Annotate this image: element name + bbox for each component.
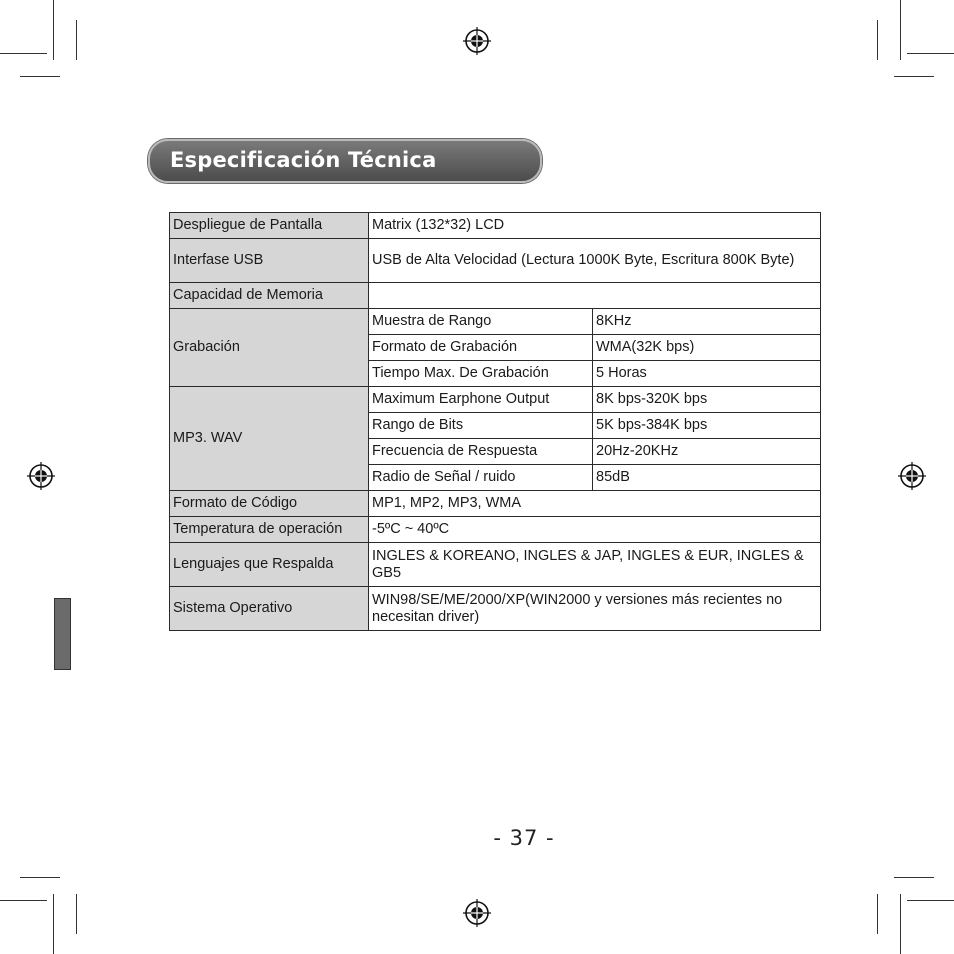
registration-mark-icon [463, 27, 491, 55]
sub-value: 8KHz [593, 309, 821, 335]
crop-mark [894, 76, 934, 77]
table-row [170, 543, 821, 587]
crop-mark [900, 894, 901, 954]
section-side-tab [54, 598, 71, 670]
crop-mark [907, 900, 954, 901]
sub-value: 20Hz-20KHz [593, 439, 821, 465]
crop-mark [877, 20, 878, 60]
page-number: - 37 - [493, 826, 555, 850]
row-value: Matrix (132*32) LCD [369, 213, 821, 239]
row-value: INGLES & KOREANO, INGLES & JAP, INGLES & EUR, INGLES & GB5 [369, 543, 821, 587]
row-label: Formato de Código [170, 491, 369, 517]
sub-label: Rango de Bits [369, 413, 593, 439]
row-label: Sistema Operativo [170, 587, 369, 631]
row-value: -5ºC ~ 40ºC [369, 517, 821, 543]
sub-label: Tiempo Max. De Grabación [369, 361, 593, 387]
row-label: Despliegue de Pantalla [170, 213, 369, 239]
row-value: USB de Alta Velocidad (Lectura 1000K Byte, Escritura 800K Byte) [369, 239, 821, 283]
row-label: Lenguajes que Respalda [170, 543, 369, 587]
registration-mark-icon [27, 462, 55, 490]
crop-mark [900, 0, 901, 60]
table-row [170, 517, 821, 543]
registration-mark-icon [463, 899, 491, 927]
table-row [170, 213, 821, 239]
section-title-banner [148, 139, 542, 183]
table-row [170, 309, 821, 335]
crop-mark [76, 20, 77, 60]
sub-label: Formato de Grabación [369, 335, 593, 361]
spec-table [169, 212, 821, 631]
crop-mark [76, 894, 77, 934]
row-label: MP3. WAV [170, 387, 369, 491]
row-label: Temperatura de operación [170, 517, 369, 543]
table-row [170, 239, 821, 283]
sub-value: WMA(32K bps) [593, 335, 821, 361]
crop-mark [0, 53, 47, 54]
crop-mark [877, 894, 878, 934]
crop-mark [20, 877, 60, 878]
row-label: Grabación [170, 309, 369, 387]
crop-mark [907, 53, 954, 54]
crop-mark [20, 76, 60, 77]
sub-value: 5 Horas [593, 361, 821, 387]
crop-mark [53, 0, 54, 60]
sub-label: Frecuencia de Respuesta [369, 439, 593, 465]
crop-mark [0, 900, 47, 901]
sub-value: 8K bps-320K bps [593, 387, 821, 413]
sub-value: 85dB [593, 465, 821, 491]
crop-mark [53, 894, 54, 954]
sub-value: 5K bps-384K bps [593, 413, 821, 439]
row-value: MP1, MP2, MP3, WMA [369, 491, 821, 517]
sub-label: Maximum Earphone Output [369, 387, 593, 413]
table-row [170, 283, 821, 309]
table-row [170, 491, 821, 517]
row-label: Capacidad de Memoria [170, 283, 369, 309]
section-title: Especificación Técnica [170, 148, 437, 172]
row-value: WIN98/SE/ME/2000/XP(WIN2000 y versiones más recientes no necesitan driver) [369, 587, 821, 631]
table-row [170, 587, 821, 631]
registration-mark-icon [898, 462, 926, 490]
row-value [369, 283, 821, 309]
table-row [170, 387, 821, 413]
row-label: Interfase USB [170, 239, 369, 283]
sub-label: Muestra de Rango [369, 309, 593, 335]
crop-mark [894, 877, 934, 878]
sub-label: Radio de Señal / ruido [369, 465, 593, 491]
